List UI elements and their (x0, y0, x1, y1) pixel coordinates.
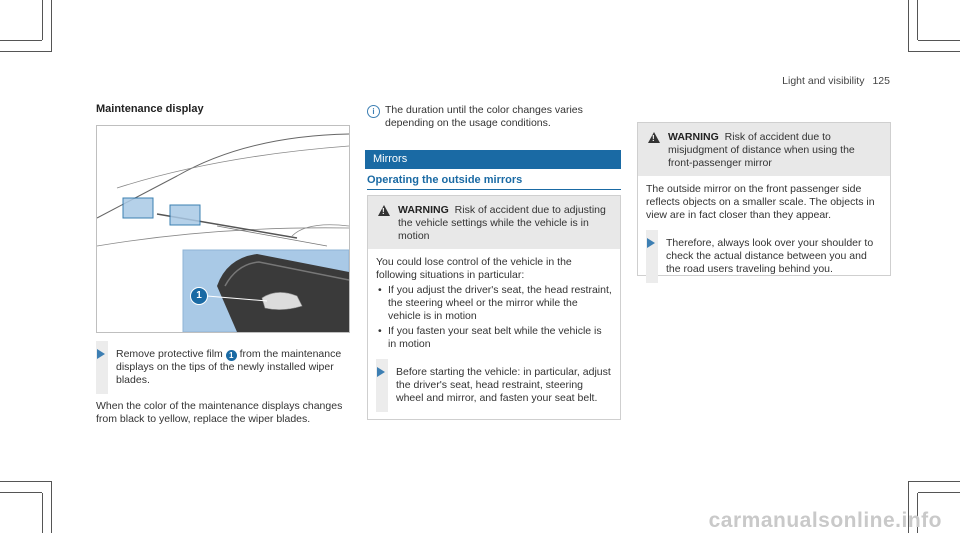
warning-headline: Risk of accident due to adjusting the vehicle settings while the vehicle is in motion (398, 204, 606, 242)
arrow-right-icon (97, 349, 105, 359)
warning-header (638, 123, 890, 176)
running-header (782, 75, 890, 88)
warning-body (638, 176, 890, 287)
watermark: carmanualsonline.info (708, 509, 942, 532)
crop-mark (917, 0, 918, 40)
arrow-right-icon (377, 367, 385, 377)
crop-mark (908, 51, 960, 52)
crop-mark (908, 0, 909, 52)
step-text-start: Remove protective film (116, 348, 223, 360)
warning-step (646, 230, 882, 283)
section-title-maintenance: Maintenance display (96, 103, 204, 115)
crop-mark (51, 481, 52, 533)
note-text: The duration until the color changes varies depending on the usage conditions. (385, 104, 583, 129)
arrow-right-icon (647, 238, 655, 248)
warning-box-mirror (637, 122, 891, 276)
instruction-step (96, 341, 351, 426)
crop-mark (0, 481, 52, 482)
section-name: Light and visibility (782, 75, 865, 87)
crop-mark (51, 0, 52, 52)
crop-mark (918, 492, 960, 493)
crop-mark (42, 0, 43, 40)
windshield-illustration (97, 126, 349, 332)
step-text-end: from the maintenance displays on the tips of the newly installed wiper blades. (116, 348, 342, 386)
warning-header (368, 196, 620, 249)
warning-step (376, 359, 612, 412)
warning-triangle-icon: ! (378, 205, 390, 216)
warning-headline: Risk of accident due to misjudgment of distance when using the front-passenger mirror (668, 131, 855, 169)
warning-bullets (376, 284, 612, 351)
section-bar-mirrors: Mirrors (365, 150, 621, 169)
info-icon: i (367, 105, 380, 118)
warning-body (368, 249, 620, 416)
warning-step-text: Before starting the vehicle: in particular, adjust the driver's seat, head restraint, steering wheel and mirror, and fasten your seat belt. (396, 366, 611, 404)
crop-mark (918, 40, 960, 41)
crop-mark (0, 40, 42, 41)
warning-body-text: The outside mirror on the front passenger side reflects objects on a smaller scale. The objects in view are in fact closer than they appear. (646, 183, 875, 221)
crop-mark (908, 481, 960, 482)
bullet-item: • If you adjust the driver's seat, the head restraint, the steering wheel or the mirror while the vehicle is in motion (376, 284, 612, 323)
crop-mark (0, 51, 52, 52)
figure-callout: 1 (190, 287, 208, 305)
warning-word: WARNING (668, 131, 719, 143)
crop-mark (42, 493, 43, 533)
warning-word: WARNING (398, 204, 449, 216)
crop-mark (0, 492, 42, 493)
paragraph-replace: When the color of the maintenance displays changes from black to yellow, replace the wiper blades. (96, 400, 343, 425)
info-note (367, 104, 617, 130)
warning-box-adjust (367, 195, 621, 420)
warning-triangle-icon: ! (648, 132, 660, 143)
warning-intro: You could lose control of the vehicle in the following situations in particular: (376, 256, 572, 281)
bullet-item: • If you fasten your seat belt while the vehicle is in motion (376, 325, 612, 351)
subsection-title: Operating the outside mirrors (367, 174, 621, 190)
wiper-figure (96, 125, 350, 333)
callout-badge: 1 (226, 350, 237, 361)
step-remove-film (96, 341, 351, 394)
warning-step-text: Therefore, always look over your shoulder to check the actual distance between you and the road users traveling behind you. (666, 237, 874, 275)
page-number: 125 (872, 75, 890, 87)
